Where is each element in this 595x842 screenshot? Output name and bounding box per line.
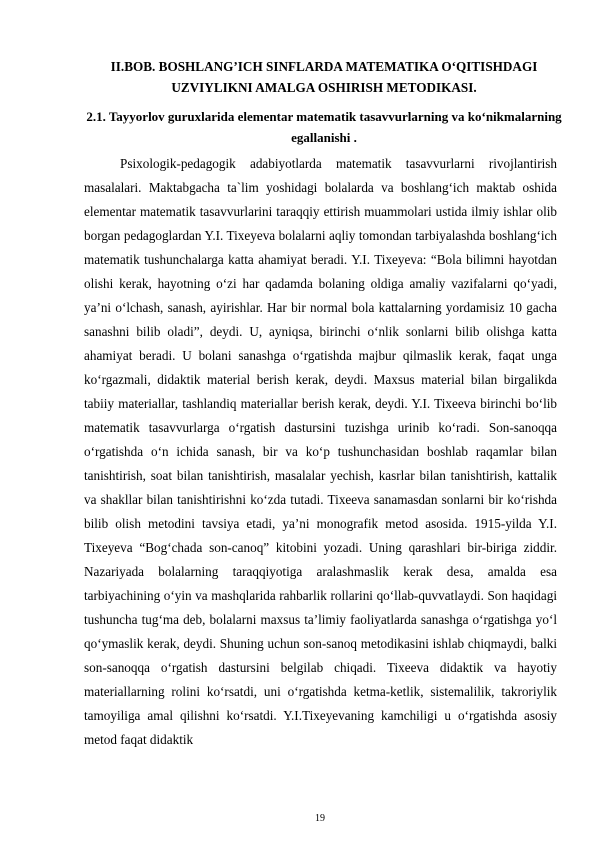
page-number: 19 — [315, 813, 325, 824]
section-title: 2.1. Tayyorlov guruxlarida elementar matematik tasavvurlarning va ko‘nikmalarning egallanishi . — [86, 109, 562, 145]
chapter-title: II.BOB. BOSHLANG’ICH SINFLARDA MATEMATIKA O‘QITISHDAGI UZVIYLIKNI AMALGA OSHIRISH METODIKASI. — [110, 59, 538, 95]
body-paragraph: Psixologik-pedagogik adabiyotlarda matematik tasavvurlarni rivojlantirish masalalari. Maktabgacha ta`lim yoshidagi bolalarda va boshlang‘ich maktab oshida elementar matematik tasavvurlarini taraqqiy ettirish muammolari ustida ilmiy ishlar olib borgan pedagoglardan Y.I. Tixeyeva bolalarni aqliy tomondan tarbiyalashda boshlang‘ich matematik tushunchalarga katta ahamiyat beradi. Y.I. Tixeyeva: “Bola bilimni hayotdan olishi kerak, hayotning o‘zi har qadamda bolaning oldiga amaliy vazifalarni qo‘yadi, ya’ni o‘lchash, sanash, ayirishlar. Har bir normal bola kattalarning yordamisiz 10 gacha sanashni bilib oladi”, deydi. U, ayniqsa, birinchi o‘nlik sonlarni bilib olishga katta ahamiyat beradi. U bolani sanashga o‘rgatishda majbur qilmaslik kerak, faqat unga ko‘rgazmali, didaktik material berish kerak, deydi. Maxsus material bilan birgalikda tabiiy materiallar, tashlandiq materiallar berish kerak, deydi. Y.I. Tixeeva birinchi bo‘lib matematik tasavvurlarga o‘rgatish dastursini tuzishga urinib ko‘radi. Son-sanoqqa o‘rgatishda o‘n ichida sanash, bir va ko‘p tushunchasidan boshlab raqamlar bilan tanishtirish, soat bilan tanishtirish, masalalar yechish, kasrlar bilan tanishtirish, kattalik va shakllar bilan tanishtirishni ko‘zda tutadi. Tixeeva sanamasdan sonlarni bir ko‘rishda bilib olish metodini tavsiya etadi, ya’ni monografik metod asosida. 1915-yilda Y.I. Tixeyeva “Bog‘chada son-canoq” kitobini yozadi. Uning qarashlari bir-biriga ziddir. Nazariyada bolalarning taraqqiyotiga aralashmaslik kerak desa, amalda esa tarbiyachining o‘yin va mashqlarida rahbarlik rollarini qo‘llab-quvvatlaydi. Son haqidagi tushuncha tug‘ma deb, bolalarni maxsus ta’limiy faoliyatlarda sanashga o‘rgatishga yo‘l qo‘ymaslik kerak, deydi. Shuning uchun son-sanoq metodikasini ishlab chiqmaydi, balki son-sanoqqa o‘rgatish dastursini belgilab chiqadi. Tixeeva didaktik va hayotiy materiallarning rolini ko‘rsatdi, uni o‘rgatishda ketma-ketlik, sistemalilik, takroriylik tamoyiliga amal qilishni ko‘rsatdi. Y.I.Tixeyevaning kamchiligi u o‘rgatishda asosiy metod faqat didaktik — [84, 156, 557, 747]
